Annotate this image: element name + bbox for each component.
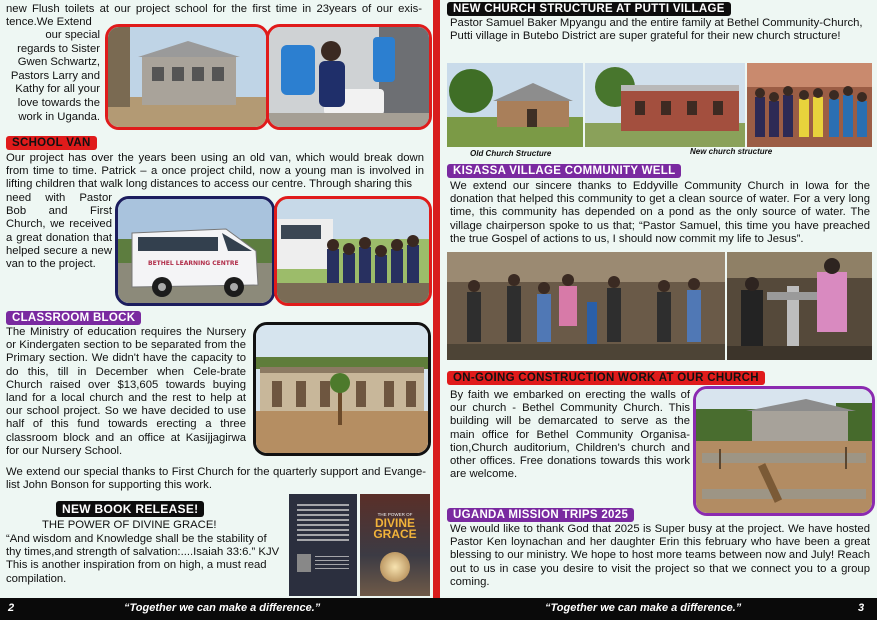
book-subtitle: THE POWER OF DIVINE GRACE! bbox=[42, 519, 217, 531]
page-number-left: 2 bbox=[8, 602, 15, 614]
footer-bar bbox=[0, 598, 877, 620]
book-front-cover bbox=[360, 494, 430, 596]
page-divider bbox=[433, 0, 440, 598]
page-number-right: 3 bbox=[858, 602, 865, 614]
mission-heading: UGANDA MISSION TRIPS 2025 bbox=[447, 508, 634, 522]
construction-photo bbox=[693, 386, 875, 516]
intro-text-top: new Flush toilets at our project school for the first time in 23years of our exis-tence.We Extend bbox=[6, 3, 422, 29]
old-church-caption: Old Church Structure bbox=[470, 149, 552, 158]
classroom-body-side: The Ministry of education requires the Nursery or Kindergaten section to be separated from the Primary section. We didn't have the capacity to do this, till in December when Cele-brate Church raised over $13,605 towards buying land for a local church and the rest to help at our school project. So we have decided to use half of this fund towards erecting a three classroom block and an office at Kasijjagirwa for our Nursery School. bbox=[6, 326, 246, 457]
construction-heading: ON-GOING CONSTRUCTION WORK AT OUR CHURCH bbox=[447, 371, 765, 385]
school-van-body-top: Our project has over the years been using an old van, which would break down from time to time. Patrick – a once project child, now a young man is involved in lifting children that walk long distances to access our centre. Through sharing this bbox=[6, 152, 424, 191]
book-body: “And wisdom and Knowledge shall be the stability of thy times,and strength of salvation:....Isaiah 33:6.” KJV This is another inspiration from on high, a must read compilation. bbox=[6, 533, 280, 585]
well-body: We extend our sincere thanks to Eddyville Community Church in Iowa for the donation that helped this community to get a clean source of water. For a very long time, this community has depended on a pond as the only source of water. The village chairperson spoke to us that; “Pastor Samuel, this time you have preached the true Gospel of actions to us, I should now commit my life to Jesus”. bbox=[450, 180, 870, 245]
well-group-photo bbox=[447, 252, 725, 360]
school-van-photo bbox=[115, 196, 275, 306]
book-release-heading: NEW BOOK RELEASE! bbox=[56, 501, 204, 517]
van-side-text: BETHEL LEARNING CENTRE bbox=[148, 260, 239, 267]
well-heading: KISASSA VILLAGE COMMUNITY WELL bbox=[447, 164, 681, 178]
children-with-van-photo bbox=[274, 196, 432, 306]
book-cover-light bbox=[380, 552, 410, 582]
book-back-cover bbox=[289, 494, 357, 596]
book-cover-title-1: DIVINE bbox=[374, 516, 415, 530]
book-cover-title-2: GRACE bbox=[373, 527, 417, 541]
right-page bbox=[440, 0, 877, 598]
classroom-body-full: We extend our special thanks to First Church for the quarterly support and Evange-list John Bonson for supporting this work. bbox=[6, 466, 426, 492]
well-pump-photo bbox=[727, 252, 872, 360]
new-church-caption: New church structure bbox=[690, 147, 773, 156]
old-church-photo bbox=[447, 63, 583, 147]
classroom-block-photo bbox=[253, 322, 431, 456]
school-van-body-side: need with Pastor Bob and First Church, we received a great donation that helped secure a new van to the project. bbox=[6, 192, 112, 271]
child-handwashing-photo bbox=[266, 24, 432, 130]
classroom-heading: CLASSROOM BLOCK bbox=[6, 311, 141, 325]
left-page bbox=[0, 0, 433, 598]
intro-text-side: our special regards to Sister Gwen Schwartz, Pastors Larry and Kathy for all your love towards the work in Uganda. bbox=[10, 29, 100, 123]
construction-body: By faith we embarked on erecting the walls of our church - Bethel Community Church. This building will be demarcated to serve as the main office for Bethel Community Organisa-tion,Church auditorium, Children's church and other offices. Free donations towards this work are welcome. bbox=[450, 389, 690, 481]
school-van-heading: SCHOOL VAN bbox=[6, 136, 97, 150]
church-congregation-photo bbox=[747, 63, 872, 147]
church-structure-heading: NEW CHURCH STRUCTURE AT PUTTI VILLAGE bbox=[447, 2, 731, 16]
footer-slogan-right: “Together we can make a difference.” bbox=[545, 602, 742, 614]
toilet-building-photo bbox=[105, 24, 269, 130]
footer-slogan-left: “Together we can make a difference.” bbox=[124, 602, 321, 614]
mission-body: We would like to thank God that 2025 is Super busy at the project. We have hosted Pastor Ken loynachan and her daughter Erin this february who have been a great blessing to our ministry. We hope to host more teams between now and July! Reach out to us in case you desire to visit the project so that we connect you to a group coming. bbox=[450, 523, 870, 588]
church-structure-body: Pastor Samuel Baker Mpyangu and the entire family at Bethel Community-Church, Putti village in Butebo District are super grateful for their new church structure! bbox=[450, 17, 863, 43]
book-cover-small-text: THE POWER OF bbox=[377, 512, 413, 517]
new-church-photo bbox=[585, 63, 745, 147]
